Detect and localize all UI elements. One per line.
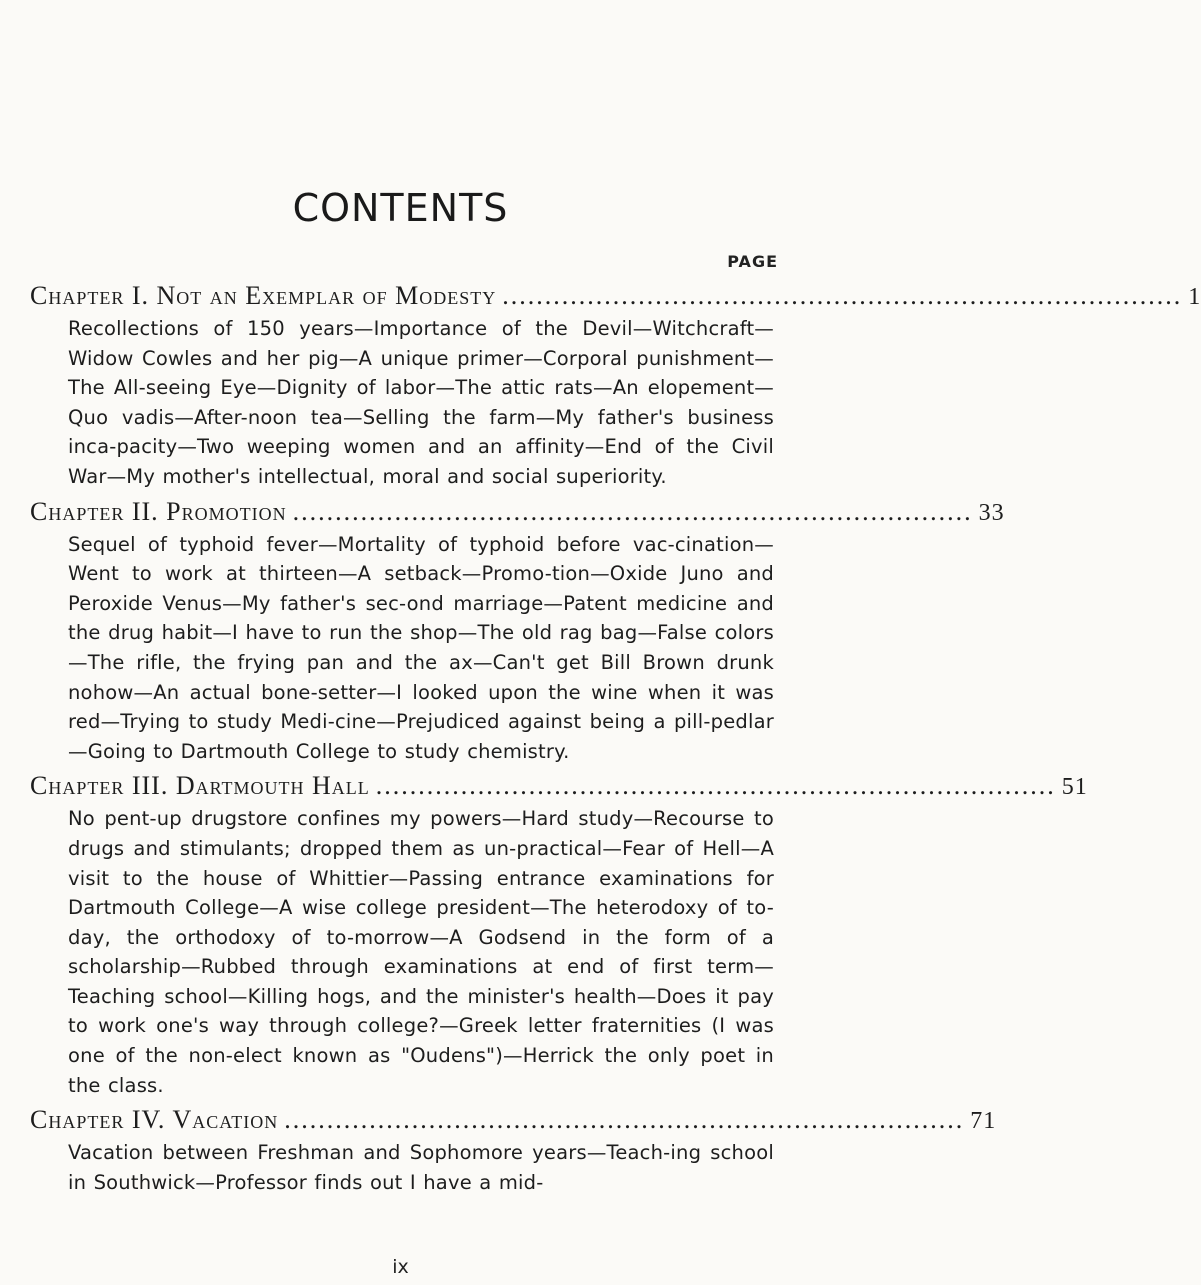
chapter-entry [30,1102,997,1197]
chapter-page-number: 1 [1188,284,1201,310]
chapter-heading [30,278,1201,314]
chapter-entry [30,278,1201,492]
chapter-summary: Sequel of typhoid fever—Mortality of typhoid before vac-cination—Went to work at thirteen—A setback—Promo-tion—Oxide Juno and Peroxide Venus—My father's sec-ond marriage—Patent medicine and the drug habit—I have to run the shop—The old rag bag—False colors—The rifle, the frying pan and the ax—Can't get Bill Brown drunk nohow—An actual bone-setter—I looked upon the wine when it was red—Trying to study Medi-cine—Prejudiced against being a pill-pedlar—Going to Dartmouth College to study chemistry. [68,532,774,763]
chapter-summary: No pent-up drugstore confines my powers—Hard study—Recourse to drugs and stimulants; dropped them as un-practical—Fear of Hell—A visit to the house of Whittier—Passing entrance examinations for Dartmouth College—A wise college president—The heterodoxy of to-day, the orthodoxy of to-morrow—A Godsend in the form of a scholarship—Rubbed through examinations at end of first term—Teaching school—Killing hogs, and the minister's health—Does it pay to work one's way through college?—Greek letter fraternities (I was one of the non-elect known as "Oudens")—Herrick the only poet in the class. [68,807,774,1097]
chapter-heading [30,494,1005,530]
chapter-title: Chapter I. Not an Exemplar of Modesty [30,281,497,310]
page-column-label: PAGE [727,252,778,271]
dot-leader: ................................................................................ [502,281,1183,310]
chapter-summary: Recollections of 150 years—Importance of the Devil—Witchcraft—Widow Cowles and her pig—A unique primer—Corporal punishment—The All-seeing Eye—Dignity of labor—The attic rats—An elopement—Quo vadis—After-noon tea—Selling the farm—My father's business inca-pacity—Two weeping women and an affinity—End of the Civil War—My mother's intellectual, moral and social superiority. [68,317,774,488]
chapter-heading [30,1102,997,1138]
chapter-heading [30,768,1088,804]
chapter-page-number: 33 [978,499,1005,526]
chapter-list [30,278,1201,1199]
chapter-title: Chapter II. Promotion [30,496,287,526]
dot-leader: ................................................................................ [292,496,973,526]
chapter-page-number: 71 [970,1108,997,1135]
dot-leader: ................................................................................ [284,1105,965,1135]
chapter-summary: Vacation between Freshman and Sophomore years—Teach-ing school in Southwick—Professor finds out I have a mid- [68,1141,774,1194]
dot-leader: ................................................................................ [375,771,1056,801]
chapter-entry [30,494,1005,767]
page-title: CONTENTS [292,186,509,230]
chapter-entry [30,768,1088,1100]
chapter-title: Chapter III. Dartmouth Hall [30,771,370,801]
chapter-page-number: 51 [1061,774,1088,801]
page-folio: ix [392,1256,409,1278]
chapter-title: Chapter IV. Vacation [30,1105,279,1135]
